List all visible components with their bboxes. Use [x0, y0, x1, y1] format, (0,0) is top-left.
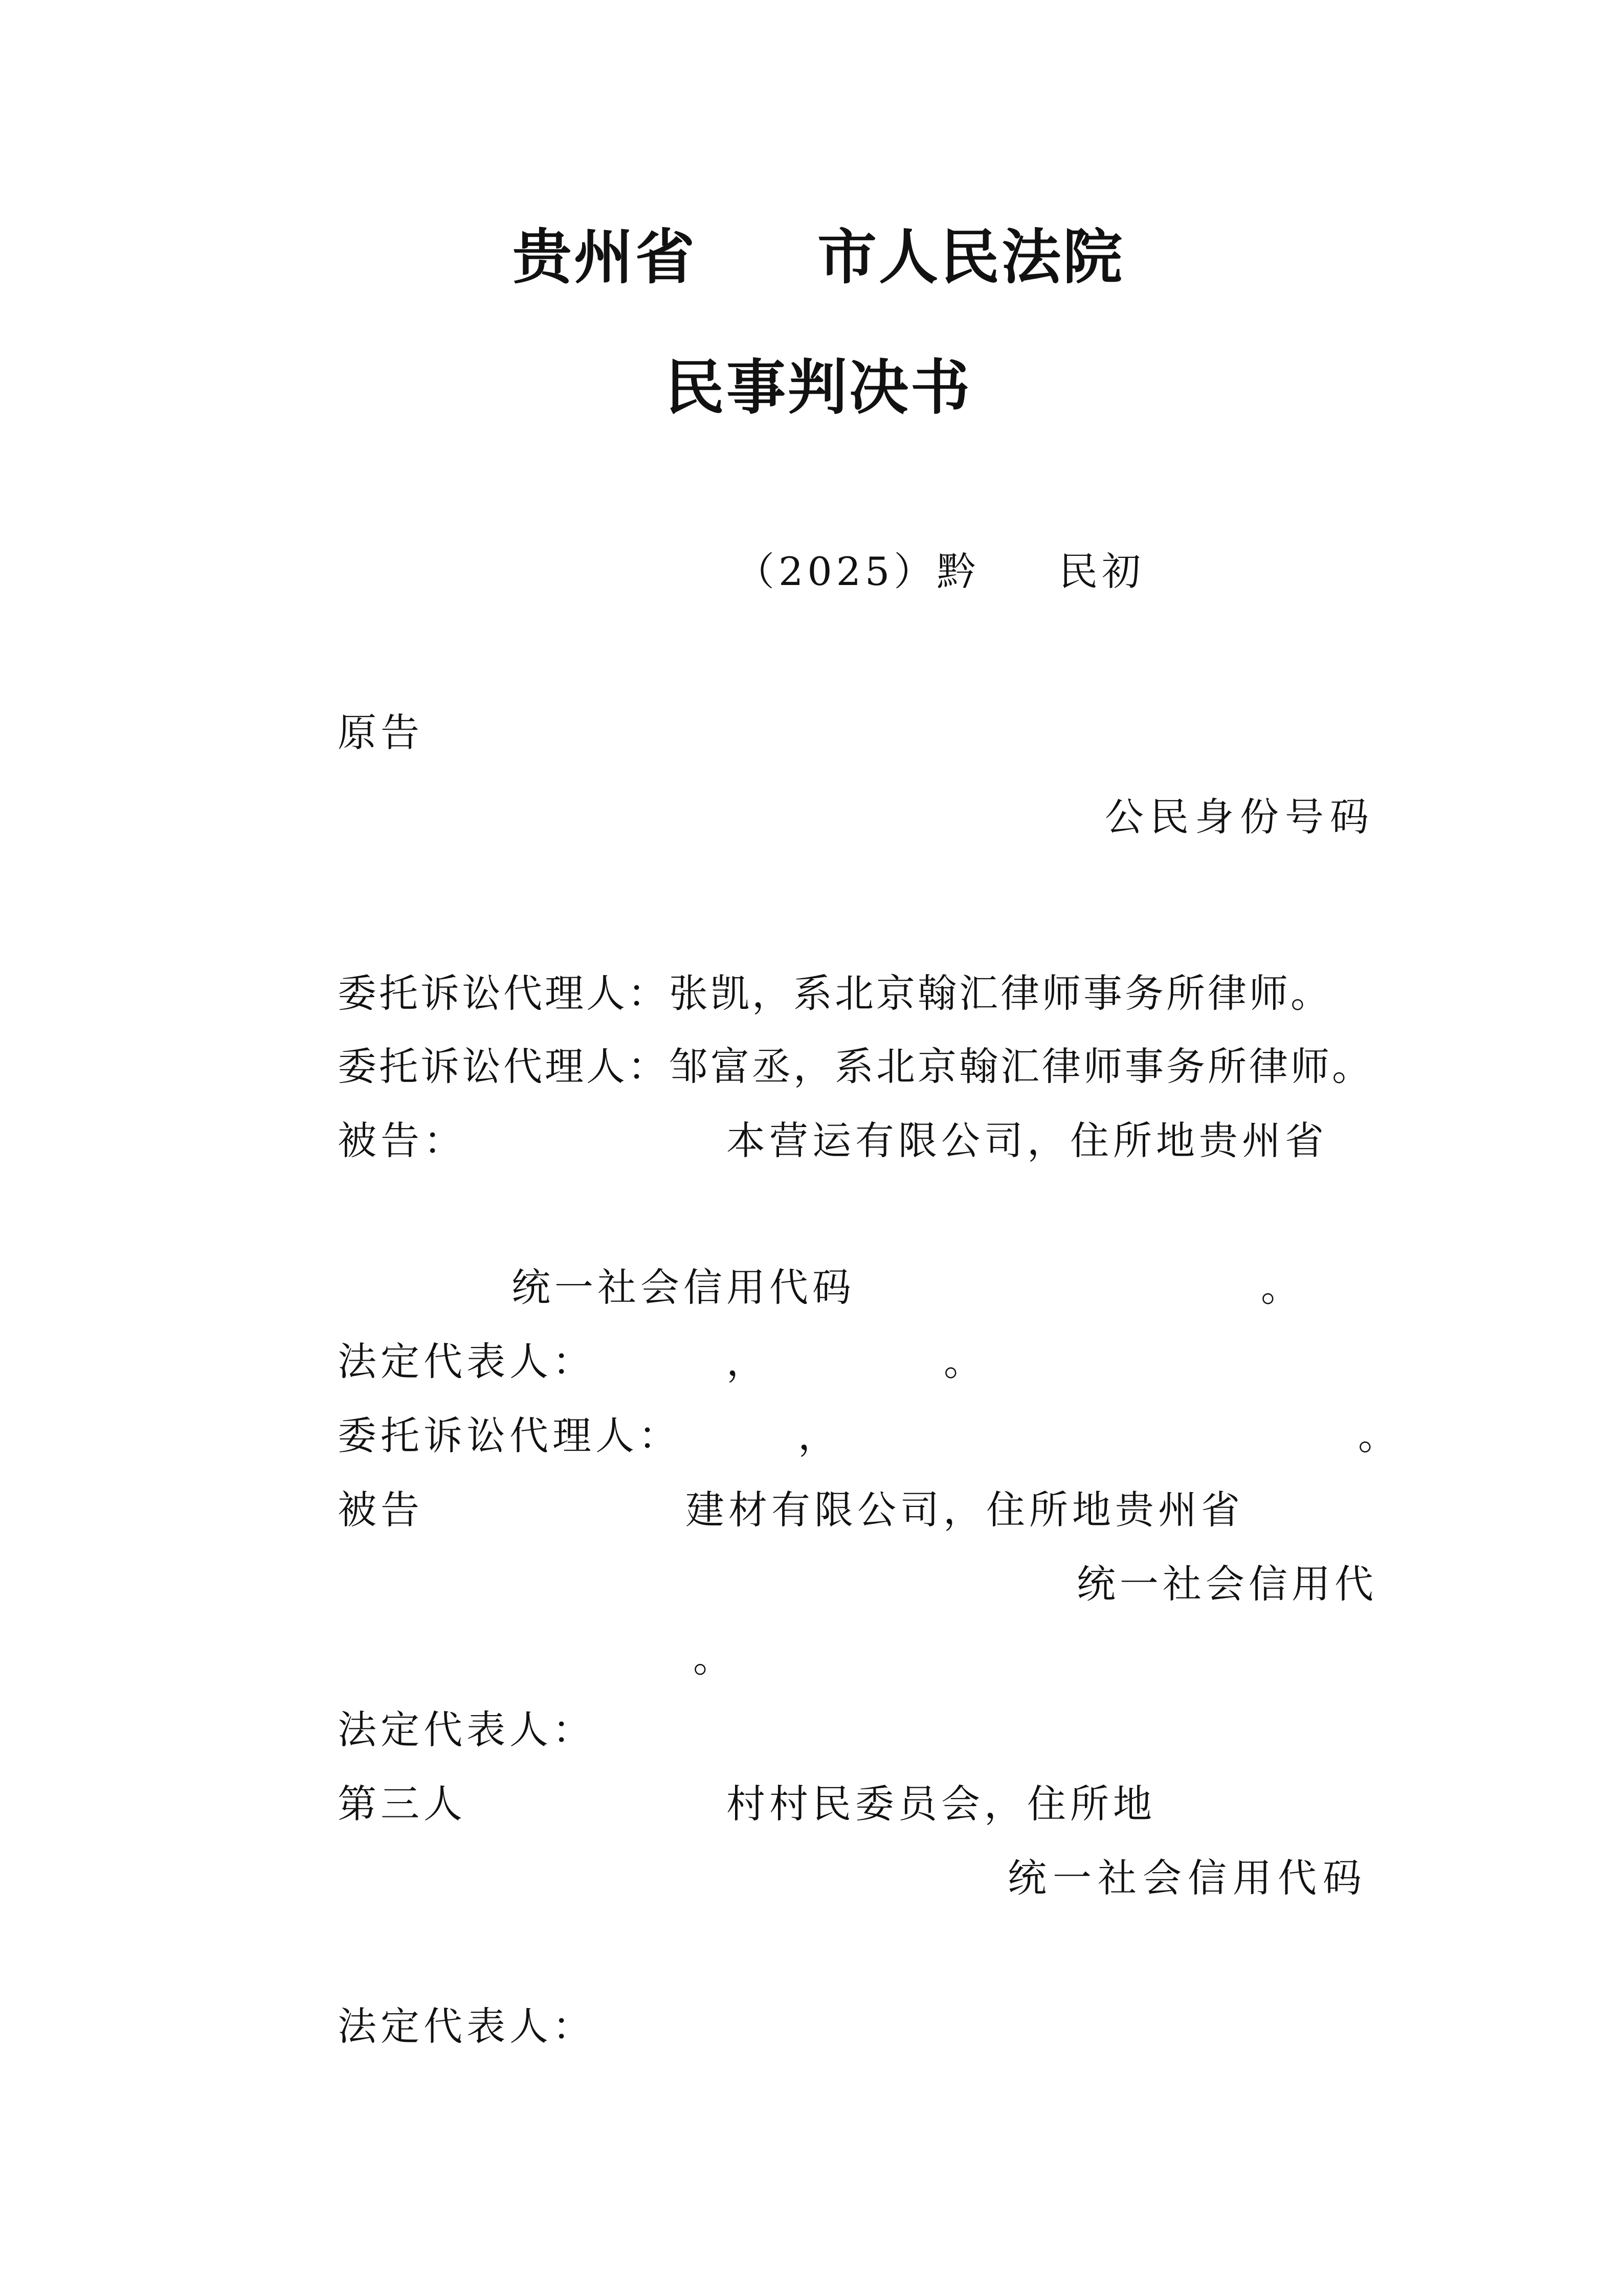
defendant1-credit-code-end: 。 — [1261, 1265, 1304, 1310]
plaintiff-agent-1: 委托诉讼代理人：张凯，系北京翰汇律师事务所律师。 — [338, 971, 1332, 1016]
third-party-credit-code-label: 统一社会信用代码 — [1008, 1855, 1368, 1901]
document-type: 民事判决书 — [665, 353, 972, 422]
case-number-part1: （2025）黔 — [736, 549, 980, 594]
plaintiff-id-label: 公民身份号码 — [1105, 794, 1375, 840]
third-party-name-address: 村村民委员会，住所地 — [726, 1781, 1156, 1827]
defendant1-agent-end: 。 — [1358, 1413, 1401, 1458]
court-name-part1: 贵州省 — [513, 222, 697, 292]
defendant2-label: 被告 — [338, 1487, 424, 1533]
defendant2-rep-label: 法定代表人： — [338, 1707, 595, 1752]
third-party-rep-label: 法定代表人： — [338, 2004, 595, 2049]
defendant1-agent-label: 委托诉讼代理人： — [338, 1413, 681, 1458]
defendant1-credit-code-label: 统一社会信用代码 — [511, 1265, 855, 1310]
defendant2-credit-code-label: 统一社会信用代 — [1077, 1561, 1377, 1607]
defendant1-name-address: 本营运有限公司，住所地贵州省 — [726, 1118, 1328, 1163]
case-number-part2: 民初 — [1059, 549, 1145, 594]
plaintiff-label: 原告 — [338, 710, 424, 755]
defendant2-name-address: 建材有限公司，住所地贵州省 — [685, 1487, 1244, 1533]
defendant1-rep-end: 。 — [944, 1339, 987, 1384]
defendant1-label: 被告： — [338, 1118, 466, 1163]
defendant2-credit-code-end: 。 — [693, 1635, 736, 1681]
plaintiff-agent-2: 委托诉讼代理人：邹富丞，系北京翰汇律师事务所律师。 — [338, 1044, 1373, 1089]
third-party-label: 第三人 — [338, 1781, 466, 1827]
defendant1-rep-label: 法定代表人： — [338, 1339, 595, 1384]
court-name-part2: 市人民法院 — [817, 222, 1124, 292]
defendant1-agent-comma: ， — [798, 1413, 841, 1458]
defendant1-rep-comma: ， — [726, 1339, 769, 1384]
